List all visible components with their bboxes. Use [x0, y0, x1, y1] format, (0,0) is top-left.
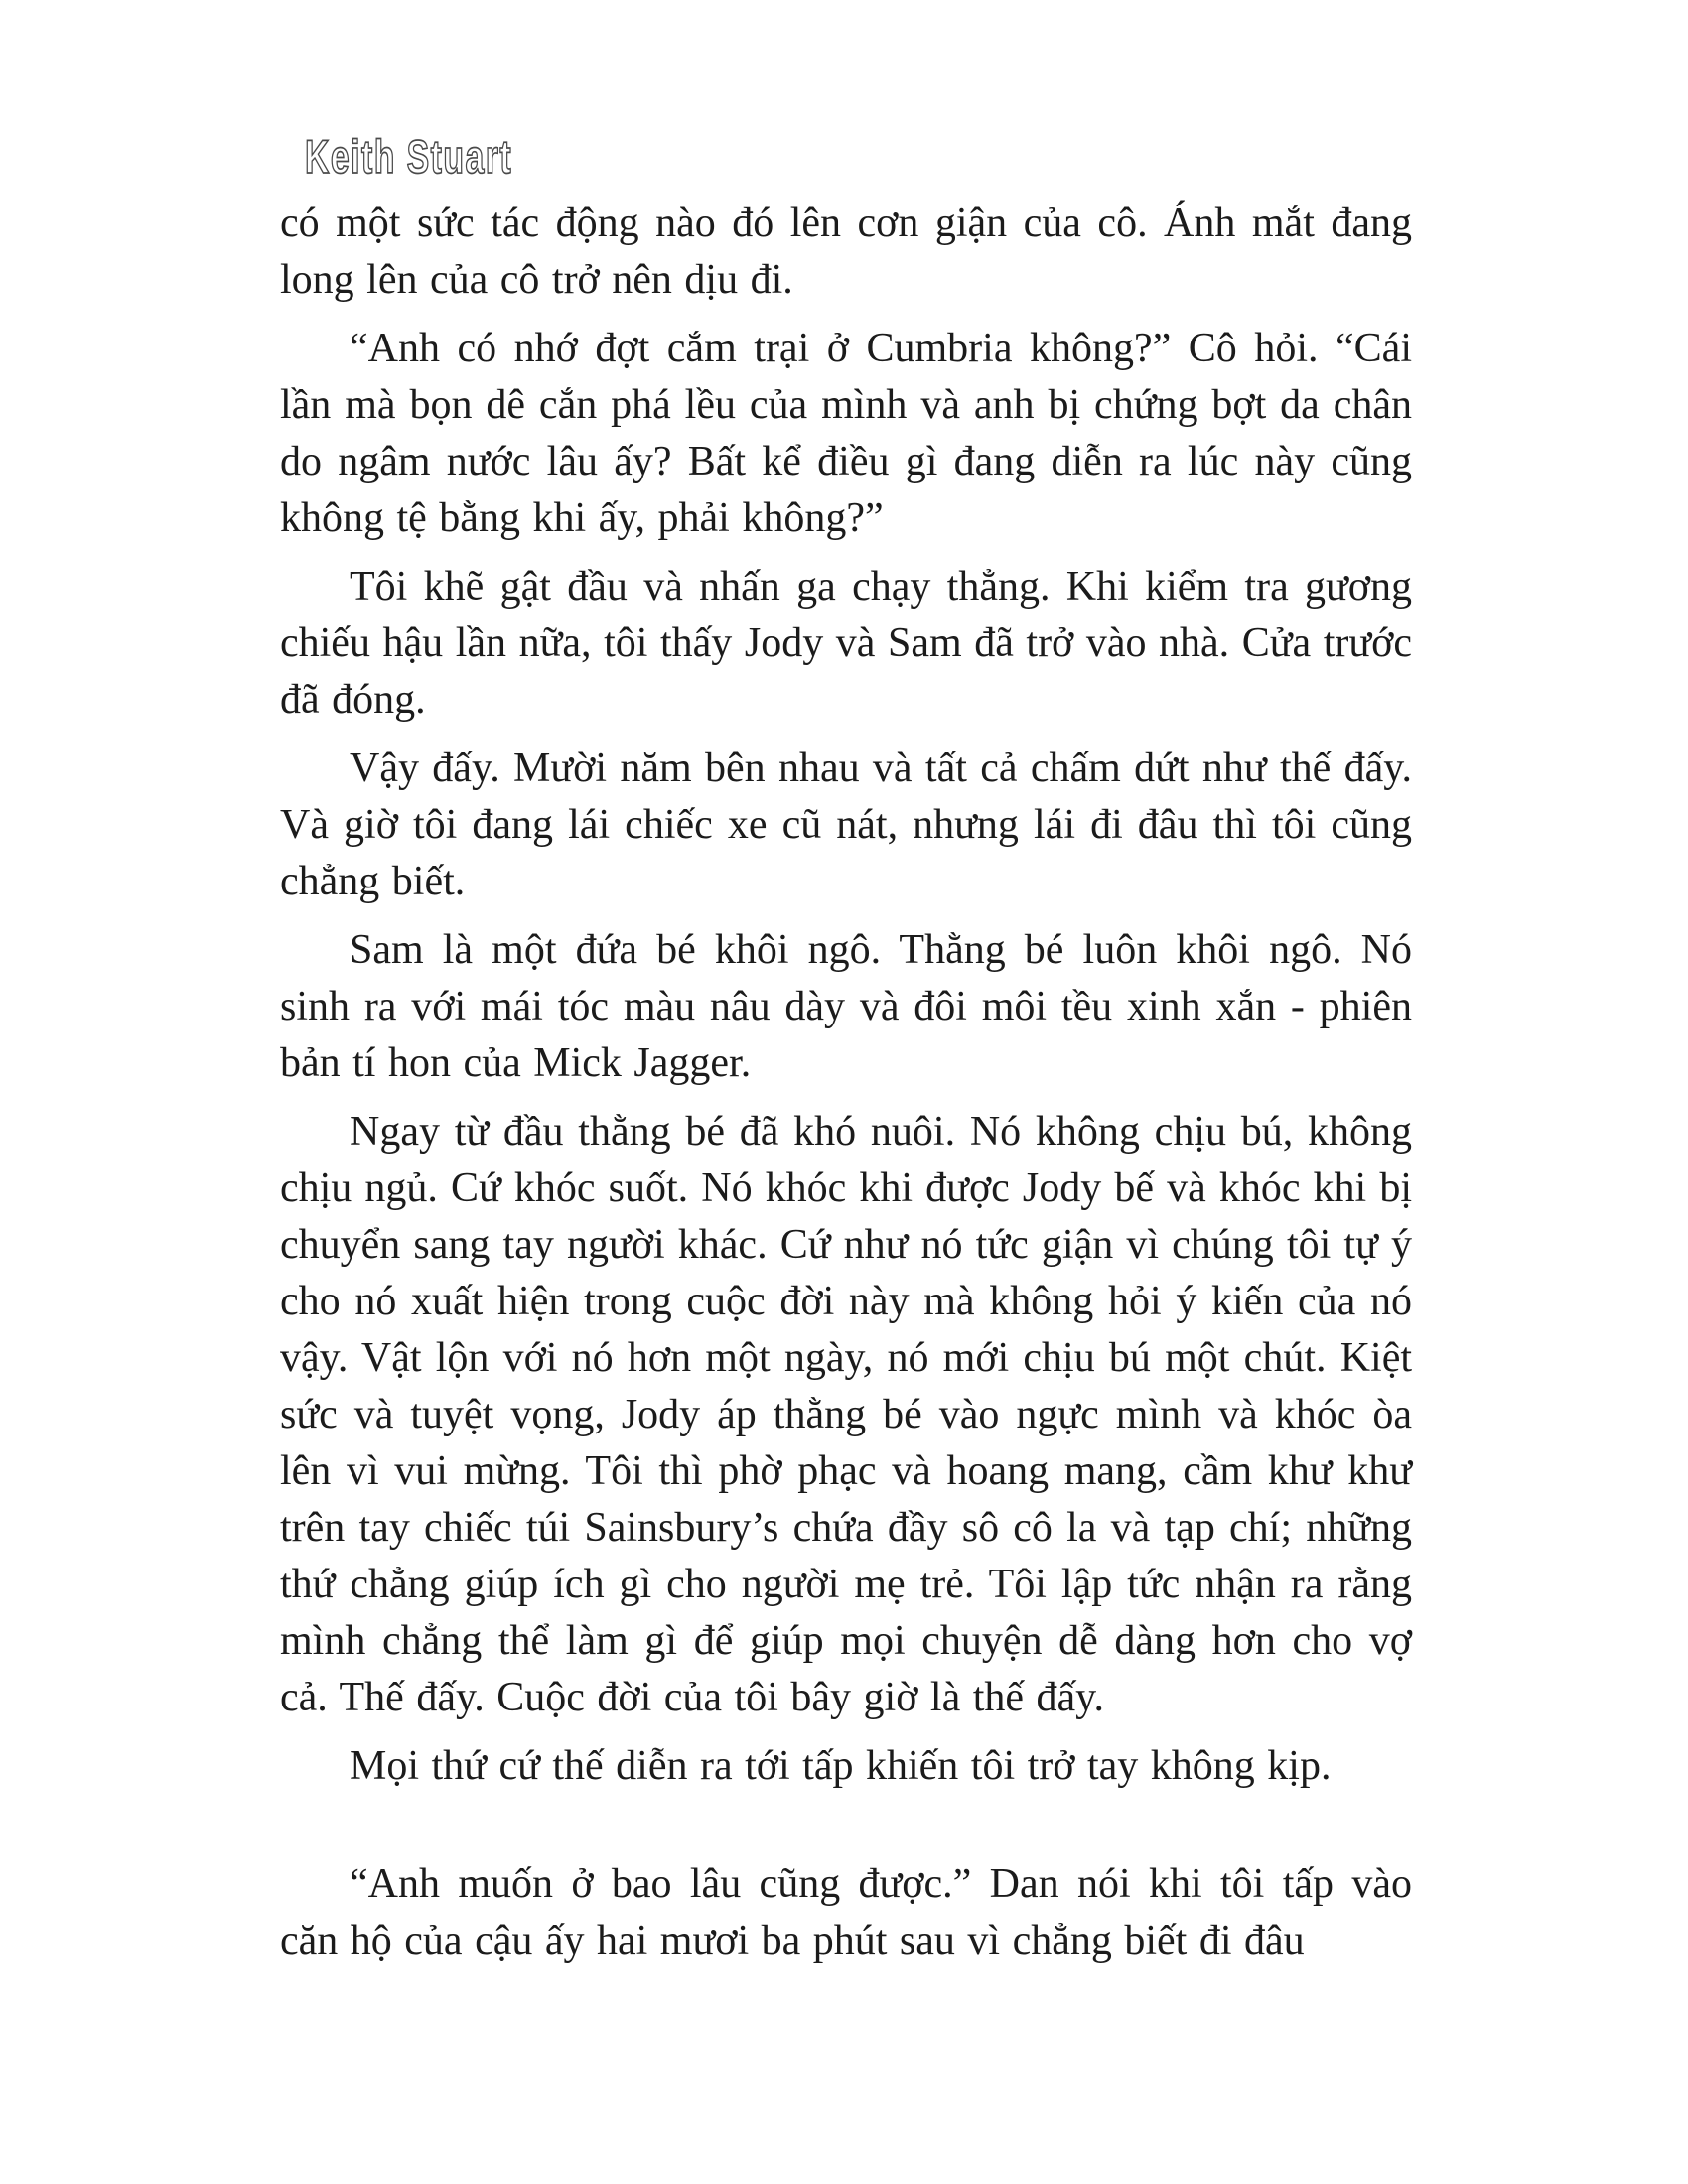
paragraph: có một sức tác động nào đó lên cơn giận của cô. Ánh mắt đang long lên của cô trở nên dịu đi. [280, 201, 1412, 303]
running-header-author: Keith Stuart [305, 130, 513, 183]
paragraph: “Anh muốn ở bao lâu cũng được.” Dan nói khi tôi tấp vào căn hộ của cậu ấy hai mươi ba phút sau vì chẳng biết đi đâu [280, 1861, 1412, 1964]
paragraph: Ngay từ đầu thằng bé đã khó nuôi. Nó không chịu bú, không chịu ngủ. Cứ khóc suốt. Nó khóc khi được Jody bế và khóc khi bị chuyển sang tay người khác. Cứ như nó tức giận vì chúng tôi tự ý cho nó xuất hiện trong cuộc đời này mà không hỏi ý kiến của nó vậy. Vật lộn với nó hơn một ngày, nó mới chịu bú một chút. Kiệt sức và tuyệt vọng, Jody áp thằng bé vào ngực mình và khóc òa lên vì vui mừng. Tôi thì phờ phạc và hoang mang, cầm khư khư trên tay chiếc túi Sainsbury’s chứa đầy sô cô la và tạp chí; những thứ chẳng giúp ích gì cho người mẹ trẻ. Tôi lập tức nhận ra rằng mình chẳng thể làm gì để giúp mọi chuyện dễ dàng hơn cho vợ cả. Thế đấy. Cuộc đời của tôi bây giờ là thế đấy. [280, 1109, 1412, 1720]
page-body [280, 196, 1412, 1981]
paragraph: Mọi thứ cứ thế diễn ra tới tấp khiến tôi trở tay không kịp. [350, 1743, 1332, 1789]
paragraph: Vậy đấy. Mười năm bên nhau và tất cả chấm dứt như thế đấy. Và giờ tôi đang lái chiếc xe cũ nát, nhưng lái đi đâu thì tôi cũng chẳng biết. [280, 746, 1412, 904]
paragraph: Tôi khẽ gật đầu và nhấn ga chạy thẳng. Khi kiểm tra gương chiếu hậu lần nữa, tôi thấy Jody và Sam đã trở vào nhà. Cửa trước đã đóng. [280, 564, 1412, 723]
paragraph: “Anh có nhớ đợt cắm trại ở Cumbria không?” Cô hỏi. “Cái lần mà bọn dê cắn phá lều của mình và anh bị chứng bợt da chân do ngâm nước lâu ấy? Bất kể điều gì đang diễn ra lúc này cũng không tệ bằng khi ấy, phải không?” [280, 326, 1412, 541]
paragraph: Sam là một đứa bé khôi ngô. Thằng bé luôn khôi ngô. Nó sinh ra với mái tóc màu nâu dày và đôi môi tều xinh xắn - phiên bản tí hon của Mick Jagger. [280, 927, 1412, 1086]
